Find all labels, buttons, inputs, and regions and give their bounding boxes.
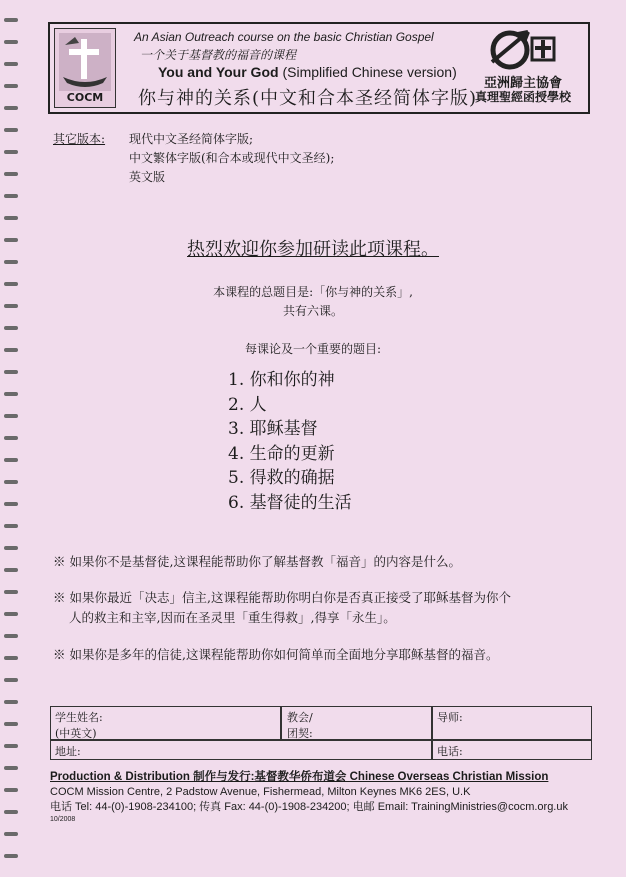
contact-line: 电话 Tel: 44-(0)-1908-234100; 传真 Fax: 44-(0)-1908-234200; 电邮 Email: TrainingMinistries@cocm.org.uk: [50, 801, 568, 813]
note-long-time-believer: ※ 如果你是多年的信徒,这课程能帮助你如何简单而全面地分享耶稣基督的福音。: [53, 647, 499, 662]
student-name-label: 学生姓名:: [55, 711, 103, 724]
lesson-item: 4. 生命的更新: [228, 443, 335, 464]
course-title-chinese: 你与神的关系(中文和合本圣经简体字版): [138, 88, 478, 109]
note-new-believer-line1: ※ 如果你最近「决志」信主,这课程能帮助你明白你是否真正接受了耶稣基督为你个: [53, 590, 511, 605]
cross-ship-icon: [59, 33, 111, 91]
address-label: 地址:: [55, 745, 81, 758]
cocm-logo: [54, 28, 116, 108]
lesson-item: 1. 你和你的神: [228, 370, 335, 390]
school-logo: [460, 28, 586, 110]
address-field[interactable]: [55, 743, 81, 759]
course-goal-line1: 本课程的总题目是:「你与神的关系」,: [213, 285, 413, 299]
school-name-line1: 亞洲歸主協會: [483, 76, 562, 91]
fellowship-label: 团契:: [287, 727, 313, 740]
address-line: COCM Mission Centre, 2 Padstow Avenue, Fishermead, Milton Keynes MK6 2ES, U.K: [50, 786, 471, 798]
welcome-heading: [0, 235, 626, 261]
teacher-label: 导师:: [437, 711, 463, 724]
lesson-item: 3. 耶稣基督: [228, 419, 318, 439]
course-title-bold: You and Your God: [158, 64, 279, 80]
church-label: 教会/: [287, 711, 313, 724]
logo-text: COCM: [66, 91, 104, 104]
other-versions-label: 其它版本:: [53, 132, 106, 146]
lesson-item: 5. 得救的确据: [228, 468, 335, 488]
student-name-sublabel: (中英文): [55, 727, 97, 740]
note-non-christian: ※ 如果你不是基督徒,这课程能帮助你了解基督教「福音」的内容是什么。: [53, 554, 461, 569]
header-english-tagline: An Asian Outreach course on the basic Christian Gospel: [134, 30, 434, 44]
topics-intro: 每课论及一个重要的题目:: [244, 342, 382, 356]
student-info-form: [50, 706, 592, 760]
lesson-item: 6. 基督徒的生活: [228, 492, 352, 513]
course-header: [48, 22, 590, 114]
phone-label: 电话:: [437, 745, 463, 758]
version-item: 现代中文圣经简体字版;: [129, 132, 254, 146]
note-new-believer: [53, 588, 593, 628]
student-name-field[interactable]: [55, 709, 103, 741]
school-emblem-icon: [488, 28, 558, 70]
publisher-footer: [50, 770, 610, 824]
production-line: Production & Distribution 制作与发行:基督教华侨布道会 Chinese Overseas Christian Mission: [50, 771, 549, 783]
phone-field[interactable]: [437, 743, 463, 759]
note-new-believer-line2: 人的救主和主宰,因而在圣灵里「重生得救」,得享「永生」。: [69, 610, 396, 625]
welcome-text: 热烈欢迎你参加研读此项课程。: [187, 239, 439, 260]
binding-holes: [4, 18, 20, 868]
lesson-list: [228, 368, 352, 515]
header-chinese-tagline: 一个关于基督教的福音的课程: [140, 48, 297, 62]
edition-date: 10/2008: [50, 816, 76, 823]
teacher-field[interactable]: [437, 709, 463, 725]
course-title-english: [158, 64, 457, 80]
lesson-item: 2. 人: [228, 394, 267, 415]
school-name-line2: 真理聖經函授學校: [474, 90, 571, 104]
version-item: 中文繁体字版(和合本或现代中文圣经);: [129, 151, 335, 165]
course-goal-line2: 共有六课。: [282, 304, 343, 318]
course-version: (Simplified Chinese version): [278, 64, 457, 80]
version-item: 英文版: [129, 170, 166, 184]
church-field[interactable]: [287, 709, 313, 741]
